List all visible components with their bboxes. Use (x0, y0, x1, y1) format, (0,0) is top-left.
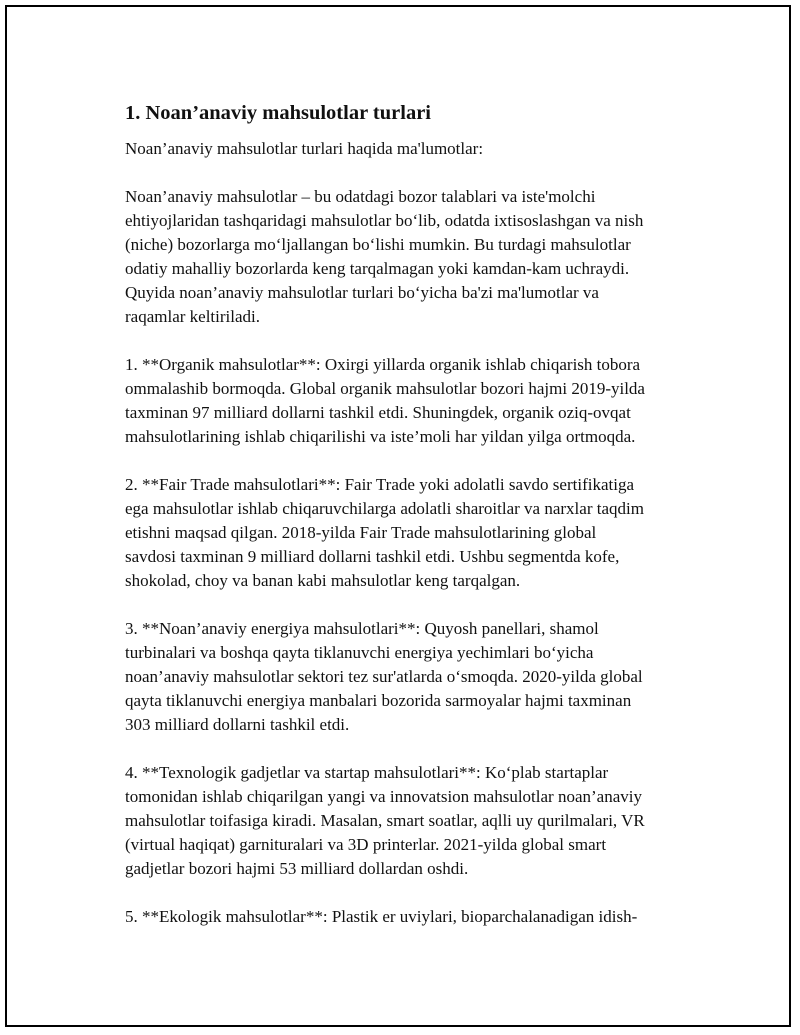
paragraph-item-1 (125, 353, 725, 449)
paragraph-overview (125, 185, 725, 329)
text-line: (virtual haqiqat) garnituralari va 3D printerlar. 2021-yilda global smart (125, 835, 607, 854)
text-line: gadjetlar bozori hajmi 53 milliard dollardan oshdi. (125, 859, 469, 878)
text-line: mahsulotlar toifasiga kiradi. Masalan, smart soatlar, aqlli uy qurilmalari, VR (125, 811, 645, 830)
text-line: tomonidan ishlab chiqarilgan yangi va innovatsion mahsulotlar noan’anaviy (125, 787, 642, 806)
text-line: 1. **Organik mahsulotlar**: Oxirgi yillarda organik ishlab chiqarish tobora (125, 355, 641, 374)
paragraph-item-4 (125, 761, 725, 881)
intro-text: Noan’anaviy mahsulotlar turlari haqida ma'lumotlar: (125, 139, 484, 158)
text-line: Noan’anaviy mahsulotlar – bu odatdagi bozor talablari va iste'molchi (125, 187, 596, 206)
paragraph-item-3 (125, 617, 725, 737)
text-line: ega mahsulotlar ishlab chiqaruvchilarga adolatli sharoitlar va narxlar taqdim (125, 499, 644, 518)
text-line: odatiy mahalliy bozorlarda keng tarqalmagan yoki kamdan-kam uchraydi. (125, 259, 630, 278)
text-line: noan’anaviy mahsulotlar sektori tez sur'atlarda o‘smoqda. 2020-yilda global (125, 667, 643, 686)
text-line: Quyida noan’anaviy mahsulotlar turlari bo‘yicha ba'zi ma'lumotlar va (125, 283, 599, 302)
text-line: ehtiyojlaridan tashqaridagi mahsulotlar bo‘lib, odatda ixtisoslashgan va nish (125, 211, 644, 230)
text-line: (niche) bozorlarga mo‘ljallangan bo‘lishi mumkin. Bu turdagi mahsulotlar (125, 235, 631, 254)
text-line: ommalashib bormoqda. Global organik mahsulotlar bozori hajmi 2019-yilda (125, 379, 645, 398)
document-page (5, 5, 791, 1027)
paragraph-item-2 (125, 473, 725, 593)
text-line: 3. **Noan’anaviy energiya mahsulotlari**: Quyosh panellari, shamol (125, 619, 599, 638)
text-line: raqamlar keltiriladi. (125, 307, 260, 326)
paragraph-item-5 (125, 905, 725, 929)
document-body (125, 101, 725, 953)
text-line: 4. **Texnologik gadjetlar va startap mahsulotlari**: Ko‘plab startaplar (125, 763, 609, 782)
text-line: 5. **Ekologik mahsulotlar**: Plastik er uviylari, bioparchalanadigan idish- (125, 907, 638, 926)
section-heading: 1. Noan’anaviy mahsulotlar turlari (125, 102, 431, 124)
text-line: savdosi taxminan 9 milliard dollarni tashkil etdi. Ushbu segmentda kofe, (125, 547, 620, 566)
text-line: turbinalari va boshqa qayta tiklanuvchi energiya yechimlari bo‘yicha (125, 643, 594, 662)
text-line: qayta tiklanuvchi energiya manbalari bozorida sarmoyalar hajmi taxminan (125, 691, 632, 710)
text-line: etishni maqsad qilgan. 2018-yilda Fair Trade mahsulotlarining global (125, 523, 597, 542)
text-line: shokolad, choy va banan kabi mahsulotlar keng tarqalgan. (125, 571, 521, 590)
text-line: mahsulotlarining ishlab chiqarilishi va iste’moli har yildan yilga ortmoqda. (125, 427, 636, 446)
text-line: taxminan 97 milliard dollarni tashkil etdi. Shuningdek, organik oziq-ovqat (125, 403, 631, 422)
text-line: 303 milliard dollarni tashkil etdi. (125, 715, 350, 734)
text-line: 2. **Fair Trade mahsulotlari**: Fair Trade yoki adolatli savdo sertifikatiga (125, 475, 634, 494)
